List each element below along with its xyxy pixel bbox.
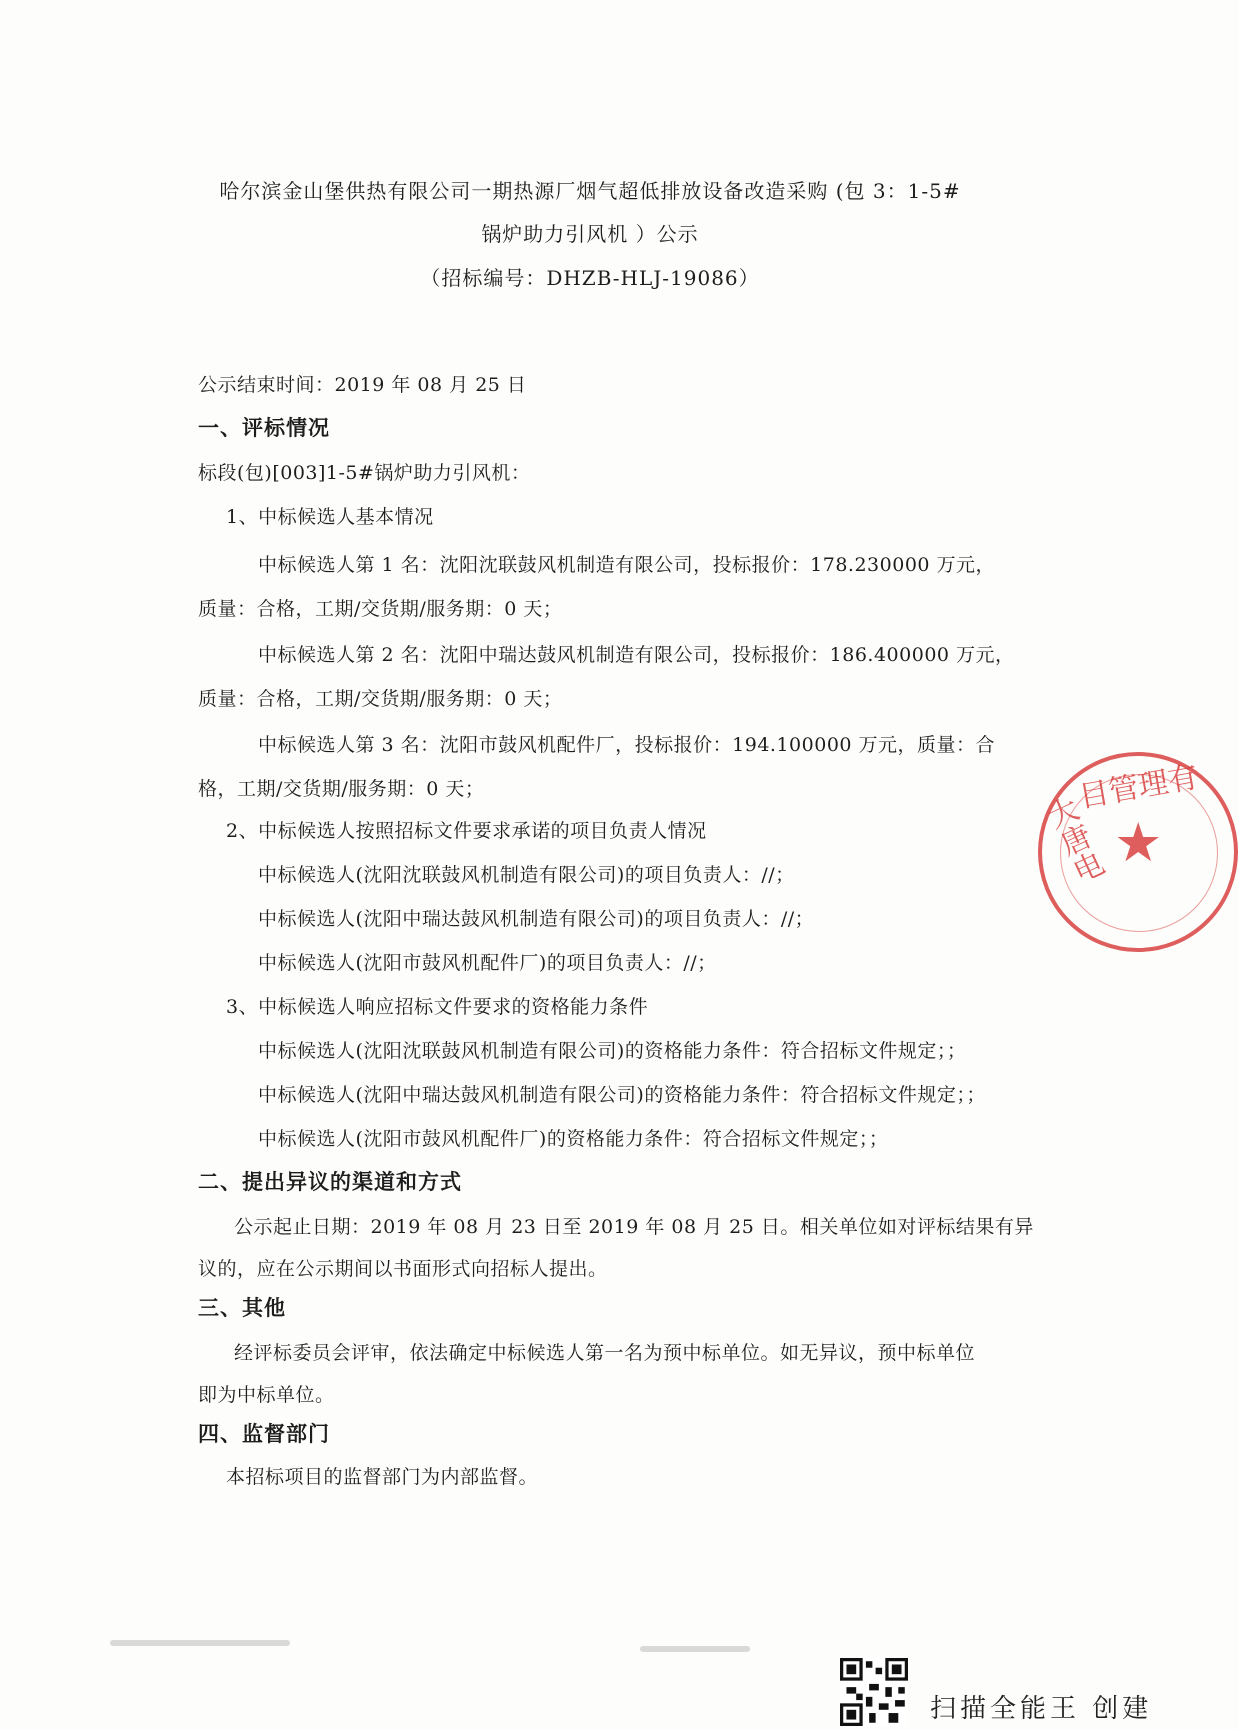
qualification-3: 中标候选人(沈阳市鼓风机配件厂)的资格能力条件：符合招标文件规定；； xyxy=(258,1128,889,1150)
other-paragraph-line-1: 经评标委员会评审，依法确定中标候选人第一名为预中标单位。如无异议，预中标单位 xyxy=(234,1342,976,1364)
title-line-2: 锅炉助力引风机 ）公示 xyxy=(481,222,699,246)
subsection-1-2: 2、中标候选人按照招标文件要求承诺的项目负责人情况 xyxy=(226,820,707,842)
project-manager-2: 中标候选人(沈阳中瑞达鼓风机制造有限公司)的项目负责人：//； xyxy=(258,908,815,930)
stamp-text-left: 大唐电 xyxy=(1037,792,1108,889)
project-manager-1: 中标候选人(沈阳沈联鼓风机制造有限公司)的项目负责人：//； xyxy=(258,864,795,886)
candidate-1-line-b: 质量：合格，工期/交货期/服务期：0 天； xyxy=(198,598,563,620)
objection-paragraph-line-2: 议的，应在公示期间以书面形式向招标人提出。 xyxy=(198,1258,608,1280)
scanner-watermark: 扫描全能王 创建 xyxy=(930,1694,1153,1724)
section-4-heading: 四、监督部门 xyxy=(198,1421,330,1446)
qualification-2: 中标候选人(沈阳中瑞达鼓风机制造有限公司)的资格能力条件：符合招标文件规定；； xyxy=(258,1084,986,1106)
tender-number: （招标编号：DHZB-HLJ-19086） xyxy=(420,266,760,290)
candidate-2-line-b: 质量：合格，工期/交货期/服务期：0 天； xyxy=(198,688,563,710)
star-icon: ★ xyxy=(1114,811,1163,874)
lot-label: 标段(包)[003]1-5#锅炉助力引风机： xyxy=(198,462,531,484)
stamp-text-top: 目管理有 xyxy=(1076,759,1201,816)
section-2-heading: 二、提出异议的渠道和方式 xyxy=(198,1169,462,1194)
subsection-1-3: 3、中标候选人响应招标文件要求的资格能力条件 xyxy=(226,996,649,1018)
scan-smudge xyxy=(640,1646,750,1652)
candidate-2-line-a: 中标候选人第 2 名：沈阳中瑞达鼓风机制造有限公司，投标报价：186.400000 万元， xyxy=(258,644,1015,666)
red-seal-stamp xyxy=(1038,752,1238,952)
project-manager-3: 中标候选人(沈阳市鼓风机配件厂)的项目负责人：//； xyxy=(258,952,717,974)
candidate-3-line-a: 中标候选人第 3 名：沈阳市鼓风机配件厂，投标报价：194.100000 万元，质量：合 xyxy=(258,734,996,756)
qualification-1: 中标候选人(沈阳沈联鼓风机制造有限公司)的资格能力条件：符合招标文件规定；； xyxy=(258,1040,967,1062)
section-1-heading: 一、评标情况 xyxy=(198,415,330,440)
supervision-paragraph: 本招标项目的监督部门为内部监督。 xyxy=(226,1466,539,1488)
title-line-1: 哈尔滨金山堡供热有限公司一期热源厂烟气超低排放设备改造采购 (包 3：1-5# xyxy=(219,179,961,203)
candidate-3-line-b: 格，工期/交货期/服务期：0 天； xyxy=(198,778,485,800)
objection-paragraph-line-1: 公示起止日期：2019 年 08 月 23 日至 2019 年 08 月 25 日。相关单位如对评标结果有异 xyxy=(234,1216,1034,1238)
subsection-1-1: 1、中标候选人基本情况 xyxy=(226,506,434,528)
qr-code-icon xyxy=(838,1658,910,1726)
scan-smudge xyxy=(110,1640,290,1646)
section-3-heading: 三、其他 xyxy=(198,1295,286,1320)
candidate-1-line-a: 中标候选人第 1 名：沈阳沈联鼓风机制造有限公司，投标报价：178.230000 万元， xyxy=(258,554,996,576)
end-time: 公示结束时间：2019 年 08 月 25 日 xyxy=(198,374,527,396)
other-paragraph-line-2: 即为中标单位。 xyxy=(198,1384,335,1406)
